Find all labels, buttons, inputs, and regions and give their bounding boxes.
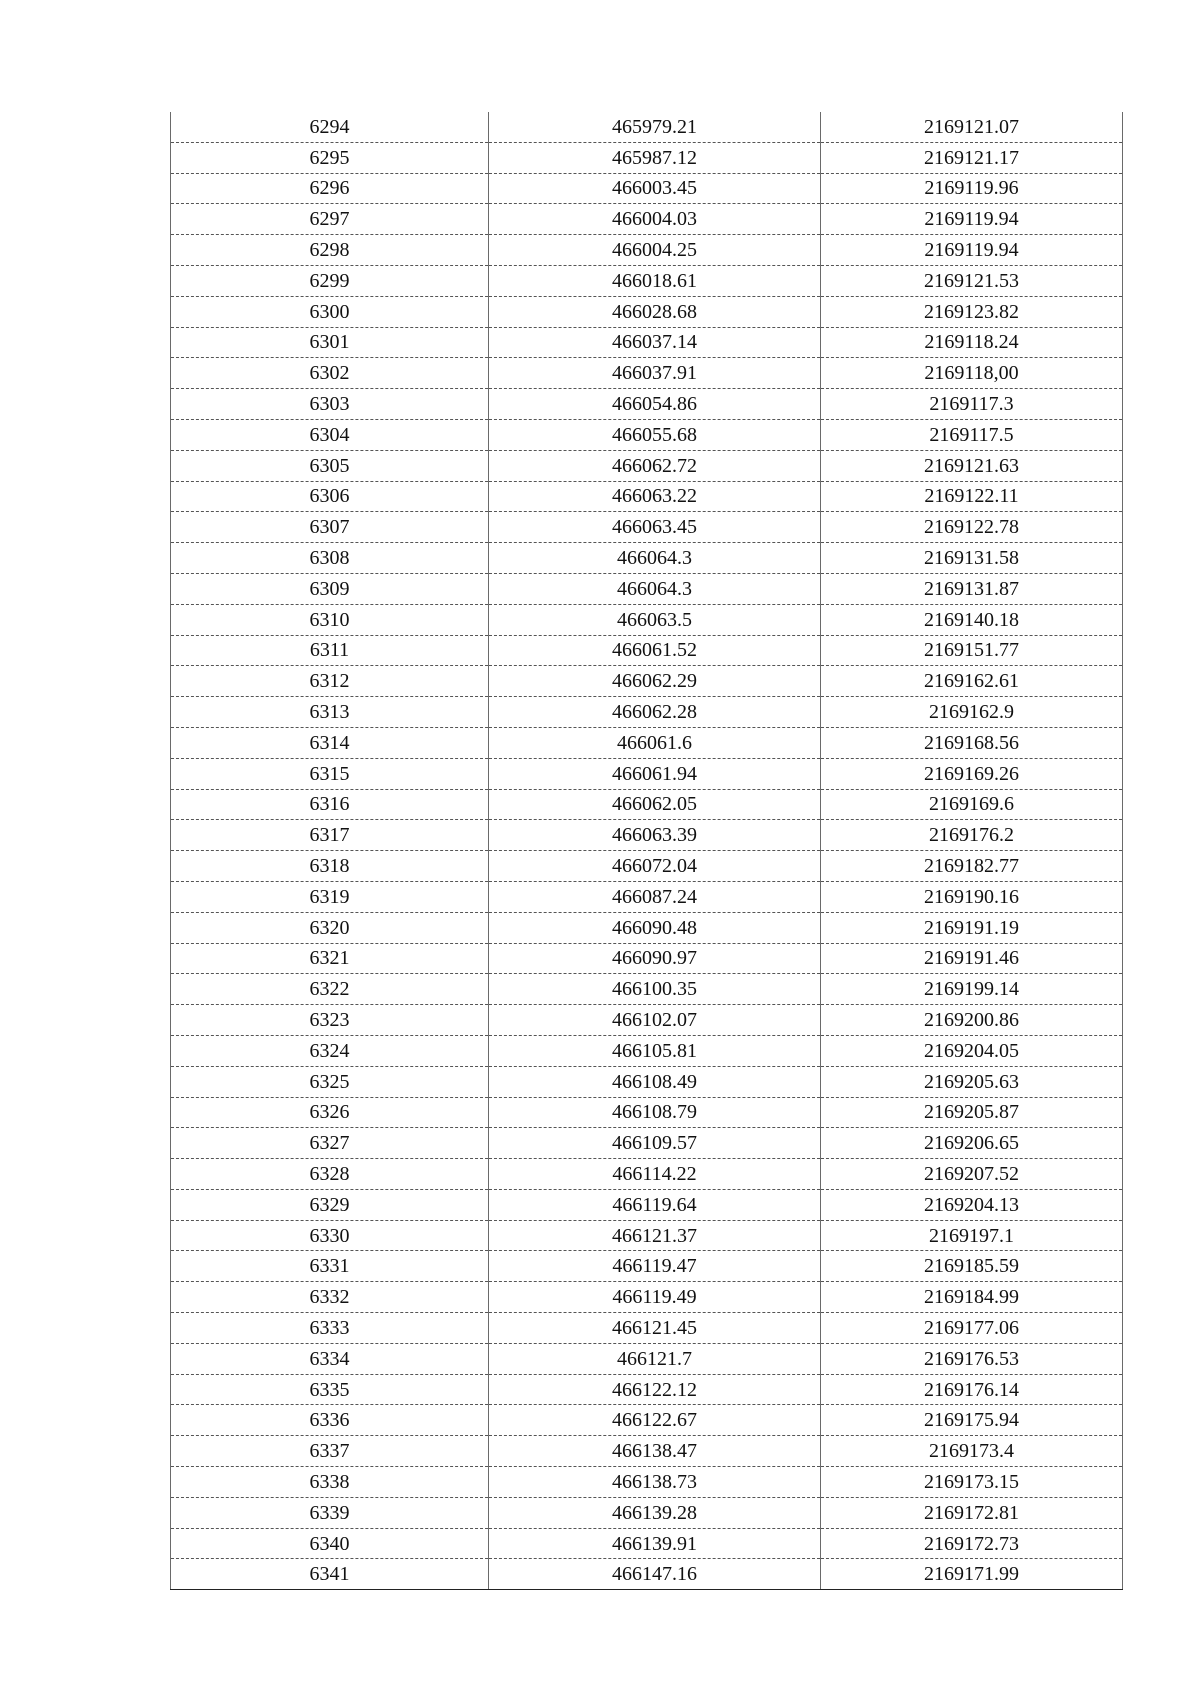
- point-number-cell: 6310: [171, 604, 489, 635]
- table-row: [171, 881, 1123, 912]
- x-coordinate-cell: 466090.97: [489, 943, 821, 974]
- point-number-cell: 6323: [171, 1005, 489, 1036]
- point-number-cell: 6312: [171, 666, 489, 697]
- table-row: [171, 204, 1123, 235]
- table-row: [171, 512, 1123, 543]
- y-coordinate-cell: 2169175.94: [821, 1405, 1123, 1436]
- x-coordinate-cell: 466121.37: [489, 1220, 821, 1251]
- point-number-cell: 6321: [171, 943, 489, 974]
- table-row: [171, 758, 1123, 789]
- point-number-cell: 6341: [171, 1559, 489, 1590]
- x-coordinate-cell: 466062.05: [489, 789, 821, 820]
- x-coordinate-cell: 466121.45: [489, 1313, 821, 1344]
- x-coordinate-cell: 466064.3: [489, 573, 821, 604]
- table-row: [171, 450, 1123, 481]
- y-coordinate-cell: 2169121.17: [821, 142, 1123, 173]
- table-row: [171, 481, 1123, 512]
- y-coordinate-cell: 2169171.99: [821, 1559, 1123, 1590]
- x-coordinate-cell: 466109.57: [489, 1128, 821, 1159]
- x-coordinate-cell: 466087.24: [489, 881, 821, 912]
- y-coordinate-cell: 2169118.24: [821, 327, 1123, 358]
- point-number-cell: 6295: [171, 142, 489, 173]
- table-row: [171, 358, 1123, 389]
- x-coordinate-cell: 466122.67: [489, 1405, 821, 1436]
- point-number-cell: 6316: [171, 789, 489, 820]
- point-number-cell: 6340: [171, 1528, 489, 1559]
- x-coordinate-cell: 465979.21: [489, 112, 821, 142]
- x-coordinate-cell: 466122.12: [489, 1374, 821, 1405]
- x-coordinate-cell: 466055.68: [489, 419, 821, 450]
- table-row: [171, 666, 1123, 697]
- point-number-cell: 6299: [171, 265, 489, 296]
- point-number-cell: 6325: [171, 1066, 489, 1097]
- table-row: [171, 1251, 1123, 1282]
- point-number-cell: 6334: [171, 1343, 489, 1374]
- y-coordinate-cell: 2169176.2: [821, 820, 1123, 851]
- table-row: [171, 419, 1123, 450]
- point-number-cell: 6302: [171, 358, 489, 389]
- table-row: [171, 604, 1123, 635]
- y-coordinate-cell: 2169119.94: [821, 235, 1123, 266]
- table-row: [171, 1159, 1123, 1190]
- y-coordinate-cell: 2169206.65: [821, 1128, 1123, 1159]
- table-row: [171, 943, 1123, 974]
- point-number-cell: 6329: [171, 1189, 489, 1220]
- y-coordinate-cell: 2169121.53: [821, 265, 1123, 296]
- x-coordinate-cell: 466105.81: [489, 1035, 821, 1066]
- y-coordinate-cell: 2169204.13: [821, 1189, 1123, 1220]
- x-coordinate-cell: 466147.16: [489, 1559, 821, 1590]
- point-number-cell: 6327: [171, 1128, 489, 1159]
- x-coordinate-cell: 466064.3: [489, 543, 821, 574]
- point-number-cell: 6296: [171, 173, 489, 204]
- table-row: [171, 1528, 1123, 1559]
- point-number-cell: 6300: [171, 296, 489, 327]
- point-number-cell: 6311: [171, 635, 489, 666]
- x-coordinate-cell: 466138.47: [489, 1436, 821, 1467]
- point-number-cell: 6307: [171, 512, 489, 543]
- table-row: [171, 1097, 1123, 1128]
- x-coordinate-cell: 466108.79: [489, 1097, 821, 1128]
- point-number-cell: 6314: [171, 727, 489, 758]
- y-coordinate-cell: 2169205.87: [821, 1097, 1123, 1128]
- x-coordinate-cell: 465987.12: [489, 142, 821, 173]
- point-number-cell: 6324: [171, 1035, 489, 1066]
- table-row: [171, 727, 1123, 758]
- x-coordinate-cell: 466063.5: [489, 604, 821, 635]
- x-coordinate-cell: 466119.47: [489, 1251, 821, 1282]
- y-coordinate-cell: 2169118,00: [821, 358, 1123, 389]
- y-coordinate-cell: 2169191.19: [821, 912, 1123, 943]
- point-number-cell: 6332: [171, 1282, 489, 1313]
- table-row: [171, 235, 1123, 266]
- x-coordinate-cell: 466054.86: [489, 389, 821, 420]
- table-row: [171, 1035, 1123, 1066]
- y-coordinate-cell: 2169190.16: [821, 881, 1123, 912]
- x-coordinate-cell: 466061.52: [489, 635, 821, 666]
- table-row: [171, 1405, 1123, 1436]
- y-coordinate-cell: 2169122.11: [821, 481, 1123, 512]
- table-row: [171, 789, 1123, 820]
- y-coordinate-cell: 2169131.87: [821, 573, 1123, 604]
- x-coordinate-cell: 466062.28: [489, 697, 821, 728]
- y-coordinate-cell: 2169168.56: [821, 727, 1123, 758]
- table-row: [171, 142, 1123, 173]
- x-coordinate-cell: 466003.45: [489, 173, 821, 204]
- table-row: [171, 573, 1123, 604]
- table-row: [171, 1189, 1123, 1220]
- x-coordinate-cell: 466139.91: [489, 1528, 821, 1559]
- table-row: [171, 1343, 1123, 1374]
- x-coordinate-cell: 466062.29: [489, 666, 821, 697]
- table-row: [171, 1436, 1123, 1467]
- y-coordinate-cell: 2169205.63: [821, 1066, 1123, 1097]
- x-coordinate-cell: 466119.49: [489, 1282, 821, 1313]
- table-row: [171, 912, 1123, 943]
- point-number-cell: 6337: [171, 1436, 489, 1467]
- x-coordinate-cell: 466100.35: [489, 974, 821, 1005]
- x-coordinate-cell: 466061.94: [489, 758, 821, 789]
- y-coordinate-cell: 2169200.86: [821, 1005, 1123, 1036]
- y-coordinate-cell: 2169169.26: [821, 758, 1123, 789]
- point-number-cell: 6315: [171, 758, 489, 789]
- point-number-cell: 6304: [171, 419, 489, 450]
- y-coordinate-cell: 2169172.81: [821, 1497, 1123, 1528]
- y-coordinate-cell: 2169191.46: [821, 943, 1123, 974]
- table-row: [171, 173, 1123, 204]
- point-number-cell: 6320: [171, 912, 489, 943]
- point-number-cell: 6333: [171, 1313, 489, 1344]
- table-row: [171, 635, 1123, 666]
- y-coordinate-cell: 2169131.58: [821, 543, 1123, 574]
- point-number-cell: 6328: [171, 1159, 489, 1190]
- y-coordinate-cell: 2169119.94: [821, 204, 1123, 235]
- point-number-cell: 6294: [171, 112, 489, 142]
- y-coordinate-cell: 2169177.06: [821, 1313, 1123, 1344]
- x-coordinate-cell: 466090.48: [489, 912, 821, 943]
- table-row: [171, 296, 1123, 327]
- table-row: [171, 543, 1123, 574]
- point-number-cell: 6306: [171, 481, 489, 512]
- table-row: [171, 265, 1123, 296]
- x-coordinate-cell: 466037.14: [489, 327, 821, 358]
- y-coordinate-cell: 2169117.5: [821, 419, 1123, 450]
- y-coordinate-cell: 2169207.52: [821, 1159, 1123, 1190]
- point-number-cell: 6322: [171, 974, 489, 1005]
- x-coordinate-cell: 466072.04: [489, 851, 821, 882]
- y-coordinate-cell: 2169184.99: [821, 1282, 1123, 1313]
- y-coordinate-cell: 2169121.07: [821, 112, 1123, 142]
- point-number-cell: 6319: [171, 881, 489, 912]
- x-coordinate-cell: 466121.7: [489, 1343, 821, 1374]
- table-row: [171, 851, 1123, 882]
- x-coordinate-cell: 466119.64: [489, 1189, 821, 1220]
- y-coordinate-cell: 2169176.14: [821, 1374, 1123, 1405]
- point-number-cell: 6303: [171, 389, 489, 420]
- point-number-cell: 6338: [171, 1467, 489, 1498]
- table-row: [171, 1559, 1123, 1590]
- x-coordinate-cell: 466114.22: [489, 1159, 821, 1190]
- y-coordinate-cell: 2169173.4: [821, 1436, 1123, 1467]
- point-number-cell: 6298: [171, 235, 489, 266]
- y-coordinate-cell: 2169185.59: [821, 1251, 1123, 1282]
- point-number-cell: 6336: [171, 1405, 489, 1436]
- point-number-cell: 6326: [171, 1097, 489, 1128]
- point-number-cell: 6309: [171, 573, 489, 604]
- y-coordinate-cell: 2169172.73: [821, 1528, 1123, 1559]
- coordinate-table-body: [171, 112, 1123, 1590]
- x-coordinate-cell: 466062.72: [489, 450, 821, 481]
- point-number-cell: 6301: [171, 327, 489, 358]
- y-coordinate-cell: 2169197.1: [821, 1220, 1123, 1251]
- table-row: [171, 112, 1123, 142]
- y-coordinate-cell: 2169121.63: [821, 450, 1123, 481]
- y-coordinate-cell: 2169182.77: [821, 851, 1123, 882]
- x-coordinate-cell: 466139.28: [489, 1497, 821, 1528]
- y-coordinate-cell: 2169162.61: [821, 666, 1123, 697]
- y-coordinate-cell: 2169176.53: [821, 1343, 1123, 1374]
- y-coordinate-cell: 2169204.05: [821, 1035, 1123, 1066]
- x-coordinate-cell: 466018.61: [489, 265, 821, 296]
- x-coordinate-cell: 466063.22: [489, 481, 821, 512]
- table-row: [171, 697, 1123, 728]
- y-coordinate-cell: 2169151.77: [821, 635, 1123, 666]
- table-row: [171, 1282, 1123, 1313]
- point-number-cell: 6317: [171, 820, 489, 851]
- y-coordinate-cell: 2169169.6: [821, 789, 1123, 820]
- table-row: [171, 1467, 1123, 1498]
- y-coordinate-cell: 2169117.3: [821, 389, 1123, 420]
- table-row: [171, 820, 1123, 851]
- point-number-cell: 6308: [171, 543, 489, 574]
- x-coordinate-cell: 466108.49: [489, 1066, 821, 1097]
- x-coordinate-cell: 466102.07: [489, 1005, 821, 1036]
- y-coordinate-cell: 2169123.82: [821, 296, 1123, 327]
- point-number-cell: 6335: [171, 1374, 489, 1405]
- x-coordinate-cell: 466061.6: [489, 727, 821, 758]
- x-coordinate-cell: 466028.68: [489, 296, 821, 327]
- table-row: [171, 974, 1123, 1005]
- x-coordinate-cell: 466138.73: [489, 1467, 821, 1498]
- point-number-cell: 6305: [171, 450, 489, 481]
- y-coordinate-cell: 2169199.14: [821, 974, 1123, 1005]
- point-number-cell: 6297: [171, 204, 489, 235]
- table-row: [171, 1005, 1123, 1036]
- y-coordinate-cell: 2169119.96: [821, 173, 1123, 204]
- point-number-cell: 6318: [171, 851, 489, 882]
- y-coordinate-cell: 2169122.78: [821, 512, 1123, 543]
- point-number-cell: 6339: [171, 1497, 489, 1528]
- table-row: [171, 327, 1123, 358]
- table-row: [171, 1066, 1123, 1097]
- table-row: [171, 1497, 1123, 1528]
- table-row: [171, 1313, 1123, 1344]
- y-coordinate-cell: 2169162.9: [821, 697, 1123, 728]
- table-row: [171, 389, 1123, 420]
- y-coordinate-cell: 2169173.15: [821, 1467, 1123, 1498]
- x-coordinate-cell: 466004.25: [489, 235, 821, 266]
- x-coordinate-cell: 466063.45: [489, 512, 821, 543]
- x-coordinate-cell: 466037.91: [489, 358, 821, 389]
- point-number-cell: 6331: [171, 1251, 489, 1282]
- y-coordinate-cell: 2169140.18: [821, 604, 1123, 635]
- x-coordinate-cell: 466063.39: [489, 820, 821, 851]
- point-number-cell: 6330: [171, 1220, 489, 1251]
- table-row: [171, 1220, 1123, 1251]
- x-coordinate-cell: 466004.03: [489, 204, 821, 235]
- table-row: [171, 1374, 1123, 1405]
- table-row: [171, 1128, 1123, 1159]
- point-number-cell: 6313: [171, 697, 489, 728]
- coordinate-table: [170, 112, 1123, 1590]
